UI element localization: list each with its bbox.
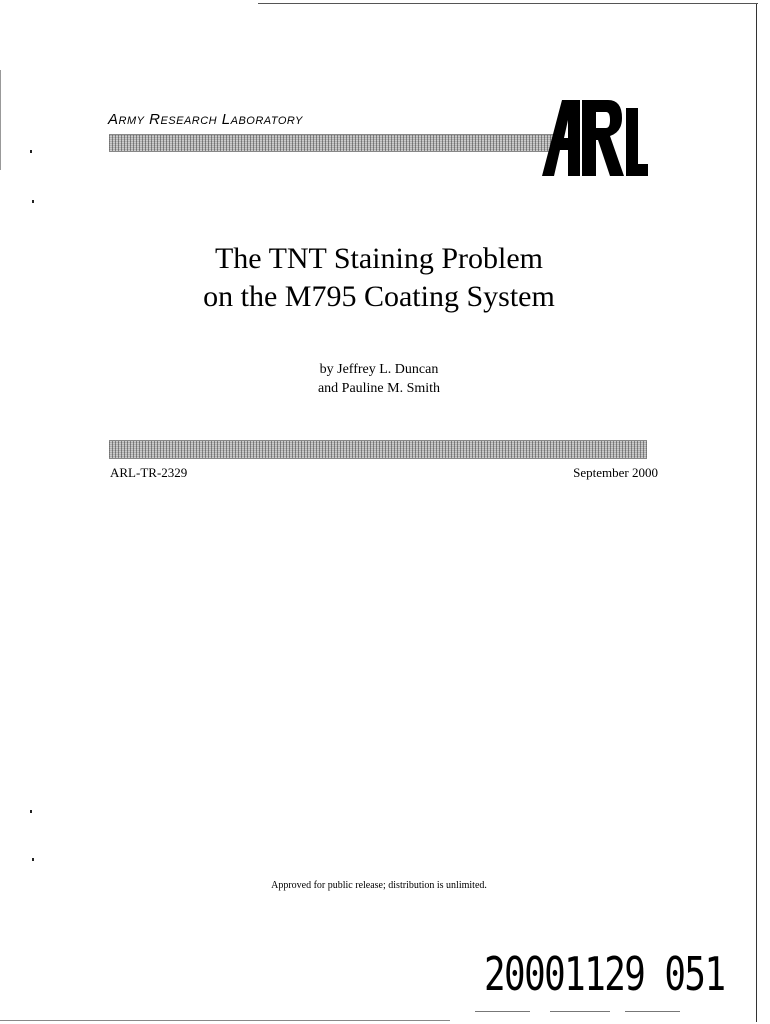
scan-edge-left bbox=[0, 70, 1, 170]
authors bbox=[0, 360, 758, 398]
scan-edge-right bbox=[756, 4, 757, 1022]
stamp-underline bbox=[625, 1011, 680, 1012]
scan-edge-top bbox=[258, 3, 758, 4]
title-line-2: on the M795 Coating System bbox=[203, 280, 555, 313]
scan-edge-bottom bbox=[0, 1020, 450, 1021]
stamp-underline bbox=[550, 1011, 610, 1012]
author-line-1: by Jeffrey L. Duncan bbox=[319, 362, 439, 377]
report-date: September 2000 bbox=[573, 465, 658, 480]
scan-speck bbox=[30, 150, 32, 153]
letterhead-bar bbox=[109, 134, 555, 152]
arl-logo bbox=[540, 98, 650, 178]
lab-name: Army Research Laboratory bbox=[108, 111, 303, 128]
title-line-1: The TNT Staining Problem bbox=[214, 242, 544, 275]
scan-speck bbox=[32, 858, 34, 861]
scan-speck bbox=[32, 200, 34, 203]
accession-stamp: 20001129 051 bbox=[484, 947, 725, 1001]
scan-speck bbox=[30, 810, 32, 813]
release-statement: Approved for public release; distribution is unlimited. bbox=[271, 880, 487, 891]
report-title bbox=[0, 240, 758, 316]
report-number: ARL-TR-2329 bbox=[110, 465, 188, 480]
author-line-2: and Pauline M. Smith bbox=[317, 381, 441, 396]
divider-bar bbox=[109, 440, 647, 459]
stamp-underline bbox=[475, 1011, 530, 1012]
